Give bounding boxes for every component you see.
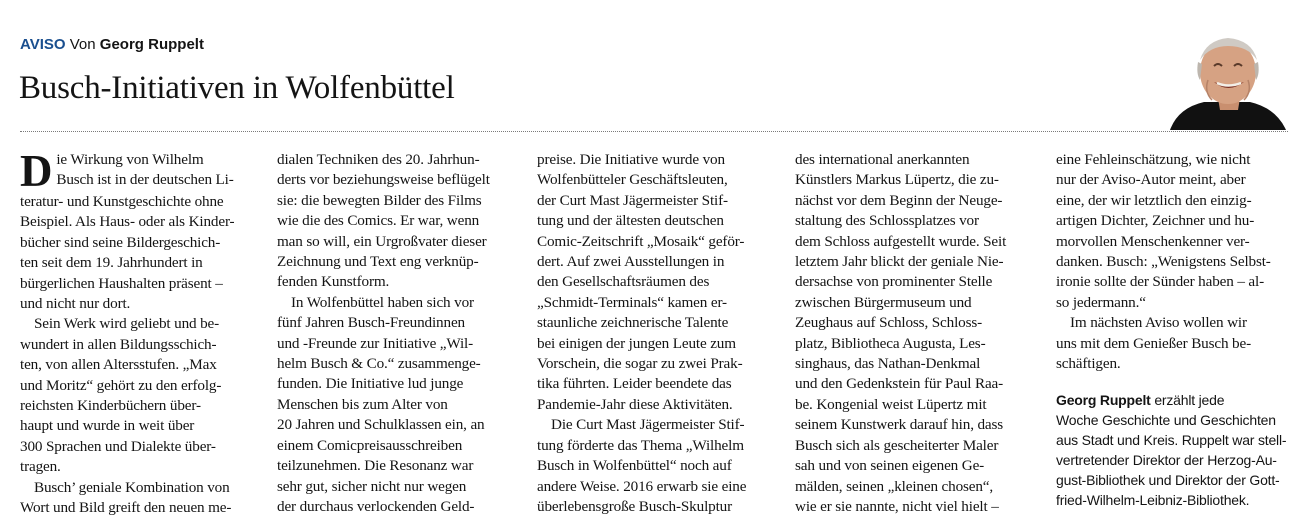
column-1 [20,150,265,520]
text-line: Wolfenbütteler Geschäftsleuten, [537,171,728,189]
text-line: tung und der ältesten deutschen [537,212,724,230]
text-line: und Moritz“ gehört zu den erfolg- [20,376,222,394]
text-line: sehr gut, sicher nicht nur wegen [277,477,467,495]
text-line: einem Comicpreisausschreiben [277,436,463,454]
text-line: ten seit dem 19. Jahrhundert in [20,254,203,272]
author-portrait [1160,30,1292,130]
text-line: Sein Werk wird geliebt und be- [34,315,220,333]
text-line: ie Wirkung von Wilhelm [56,151,204,168]
text-line: fünf Jahren Busch-Freundinnen [277,314,465,332]
bio-line: fried-Wilhelm-Leibniz-Bibliothek. [1056,492,1250,508]
text-line: wie die des Comics. Er war, wenn [277,212,480,230]
text-line: schäftigen. [1056,355,1121,373]
text-line: dersachse von prominenter Stelle [795,273,993,291]
text-line: Busch ist in der deutschen Li- [56,171,234,189]
text-line: Zeichnung und Text eng verknüp- [277,253,479,271]
text-line: Künstlers Markus Lüpertz, die zu- [795,171,999,189]
text-line: be. Kongenial weist Lüpertz mit [795,395,987,413]
text-line: des international anerkannten [795,151,970,168]
text-line: sie: die bewegten Bilder des Films [277,191,482,209]
text-line: „Schmidt-Terminals“ kamen er- [537,293,727,311]
byline-author: Georg Ruppelt [99,36,204,53]
text-line: man so will, ein Urgroßvater dieser [277,232,487,250]
text-line: staunliche zeichnerische Talente [537,314,729,332]
text-line: preise. Die Initiative wurde von [537,151,725,168]
text-line: dert. Auf zwei Ausstellungen in [537,253,725,271]
text-line: uns mit dem Genießer Busch be- [1056,334,1251,352]
text-line: 300 Sprachen und Dialekte über- [20,437,216,455]
column-3 [537,150,782,520]
portrait-illustration [1160,30,1292,130]
text-line: sah und von seinen eigenen Ge- [795,457,985,475]
author-bio [1056,390,1296,510]
headline: Busch-Initiativen in Wolfenbüttel [19,70,455,106]
text-line: den Gesellschaftsräumen des [537,273,710,291]
text-line: und -Freunde zur Initiative „Wil- [277,334,474,352]
text-line: artigen Dichter, Zeichner und hu- [1056,212,1255,230]
byline-prefix: Von [69,36,96,53]
text-line: Wort und Bild greift den neuen me- [20,499,232,517]
text-line: eine, der wir letztlich den einzig- [1056,191,1252,209]
bio-line: vertretender Direktor der Herzog-Au- [1056,452,1277,468]
text-line: haupt und wurde in weit über [20,417,195,435]
text-line: teratur- und Kunstgeschichte ohne [20,193,224,210]
text-line: eine Fehleinschätzung, wie nicht [1056,151,1251,168]
text-line: Die Curt Mast Jägermeister Stif- [551,416,745,434]
text-line: In Wolfenbüttel haben sich vor [291,293,474,311]
text-line: Busch’ geniale Kombination von [34,478,230,496]
bio-line [1056,390,1296,410]
text-line: andere Weise. 2016 erwarb sie eine [537,477,747,495]
text-line: Pandemie-Jahr diese Aktivitäten. [537,395,733,413]
text-line: platz, Bibliotheca Augusta, Les- [795,334,986,352]
text-line: seinem Kunstwerk darauf hin, dass [795,416,1004,434]
kicker [20,36,204,54]
bio-author-name: Georg Ruppelt [1056,392,1151,408]
text-line: helm Busch & Co.“ zusammenge- [277,355,481,373]
text-line: danken. Busch: „Wenigstens Selbst- [1056,253,1271,271]
text-line: und den Gedenkstein für Paul Raa- [795,375,1004,393]
text-line: der durchaus verlockenden Geld- [277,497,475,515]
bio-line: gust-Bibliothek und Direktor der Gott- [1056,472,1280,488]
text-line: 20 Jahren und Schulklassen ein, an [277,416,485,434]
text-line: teilzunehmen. Die Resonanz war [277,457,474,475]
text-line: tung förderte das Thema „Wilhelm [537,436,744,454]
rubric-label: AVISO [20,36,66,53]
column-2 [277,150,522,520]
text-line: tragen. [20,458,61,476]
divider [20,131,1288,132]
text-line: Busch in Wolfenbüttel“ noch auf [537,457,732,475]
text-line: Beispiel. Als Haus- oder als Kinder- [20,213,235,231]
text-line: Zeughaus auf Schloss, Schloss- [795,314,983,332]
text-line: zwischen Bürgermuseum und [795,293,972,311]
text-line: ironie sollte der Sünder haben – al- [1056,273,1265,291]
text-line: Comic-Zeitschrift „Mosaik“ geför- [537,232,745,250]
text-line: dialen Techniken des 20. Jahrhun- [277,151,480,168]
text-line: tika führten. Leider beendete das [537,375,732,393]
text-line: Im nächsten Aviso wollen wir [1070,314,1247,332]
text-line: derts vor beziehungsweise beflügelt [277,171,490,189]
text-line: bücher sind seine Bildergeschich- [20,233,221,251]
text-line: fenden Kunstform. [277,273,390,291]
text-line: letztem Jahr blickt der geniale Nie- [795,253,1004,271]
text-line: und nicht nur dort. [20,295,131,313]
text-line: funden. Die Initiative lud junge [277,375,464,393]
bio-line: aus Stadt und Kreis. Ruppelt war stell- [1056,432,1287,448]
bio-text: erzählt jede [1154,392,1225,408]
text-line: dem Schloss aufgestellt wurde. Seit [795,232,1007,250]
text-line: überlebensgroße Busch-Skulptur [537,497,733,515]
text-line: morvollen Menschenkenner ver- [1056,232,1250,250]
text-line: Vorschein, die sogar zu zwei Prak- [537,355,743,373]
bio-line: Woche Geschichte und Geschichten [1056,412,1276,428]
drop-cap: D [20,150,53,196]
text-line: singhaus, das Nathan-Denkmal [795,355,981,373]
text-line: reichsten Kinderbüchern über- [20,397,201,415]
text-line: so jedermann.“ [1056,293,1146,311]
text-line: Menschen bis zum Alter von [277,395,448,413]
text-line: nächst vor dem Beginn der Neuge- [795,191,1003,209]
text-line: ten, von allen Altersstufen. „Max [20,356,217,374]
column-4 [795,150,1040,520]
text-line: bürgerlichen Haushalten präsent – [20,274,223,292]
text-line: mälden, seinen „kleinen chosen“, [795,477,994,495]
text-line: nur der Aviso-Autor meint, aber [1056,171,1246,189]
text-line: wie er sie nannte, nicht viel hielt – [795,497,999,515]
text-line: wundert in allen Bildungsschich- [20,335,217,353]
text-line: staltung des Schlossplatzes vor [795,212,979,230]
text-line: bei einigen der jungen Leute zum [537,334,736,352]
text-line: Busch sich als gescheiterter Maler [795,436,999,454]
text-line: der Curt Mast Jägermeister Stif- [537,191,728,209]
